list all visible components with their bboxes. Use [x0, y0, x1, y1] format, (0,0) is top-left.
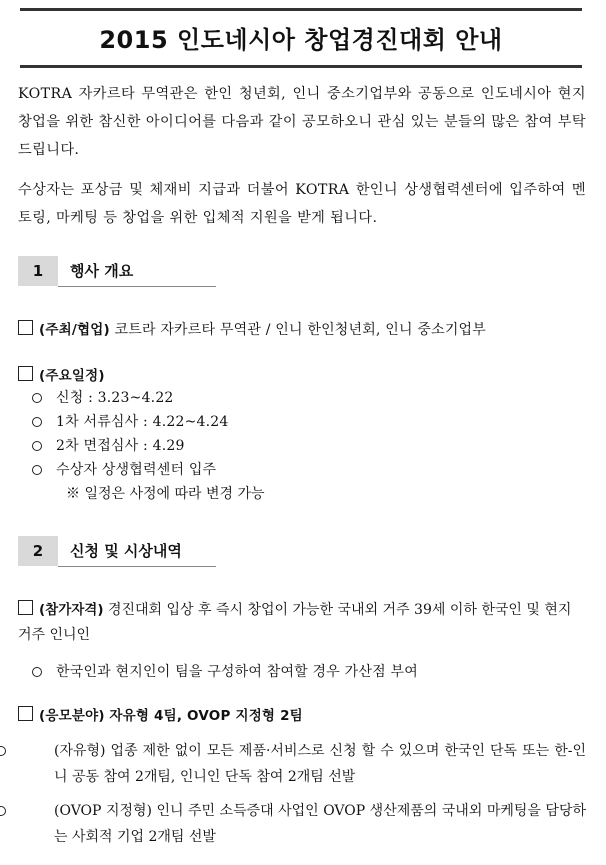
section-heading-1	[18, 256, 216, 292]
list-item: 신청 : 3.23~4.22	[18, 386, 588, 410]
circle-bullet-icon	[32, 667, 42, 677]
checkbox-square-icon	[18, 706, 33, 721]
section-title: 신청 및 시상내역	[70, 542, 182, 560]
host-label: (주최/협업)	[39, 322, 110, 338]
section-number: 1	[18, 256, 58, 286]
host-row	[18, 318, 588, 342]
list-item: 수상자 상생협력센터 입주	[18, 458, 588, 482]
host-text: 코트라 자카르타 무역관 / 인니 한인청년회, 인니 중소기업부	[114, 322, 486, 338]
eligibility-label: (참가자격)	[39, 602, 104, 618]
circle-bullet-icon	[32, 393, 42, 403]
title-block	[20, 8, 582, 68]
intro-paragraph-2: 수상자는 포상금 및 체재비 지급과 더불어 KOTRA 한인니 상생협력센터에 입주하여 멘토링, 마케팅 등 창업을 위한 입체적 지원을 받게 됩니다.	[18, 182, 586, 226]
section-title: 행사 개요	[70, 262, 134, 280]
list-item: 1차 서류심사 : 4.22~4.24	[18, 410, 588, 434]
section-number: 2	[18, 536, 58, 566]
section-underline	[58, 566, 216, 567]
checkbox-square-icon	[18, 366, 33, 381]
list-item: 2차 면접심사 : 4.29	[18, 434, 588, 458]
intro-paragraph-1: KOTRA 자카르타 무역관은 한인 청년회, 인니 중소기업부와 공동으로 인도네시아 현지 창업을 위한 참신한 아이디어를 다음과 같이 공모하오니 관심 있는 분들의 많은 참여 부탁드립니다.	[18, 86, 586, 158]
circle-bullet-icon	[32, 441, 42, 451]
page-title: 2015 인도네시아 창업경진대회 안내	[99, 26, 503, 54]
title-bottom-rule	[20, 65, 582, 68]
circle-bullet-icon	[32, 465, 42, 475]
section-heading-2	[18, 536, 216, 572]
field-text: 자유형 4팀, OVOP 지정형 2팀	[109, 708, 303, 724]
field-label: (응모분야)	[39, 708, 105, 724]
eligibility-text: 경진대회 입상 후 즉시 창업이 가능한 국내외 거주 39세 이하 한국인 및 현지 거주 인니인	[18, 602, 572, 643]
circle-bullet-icon	[0, 806, 6, 816]
list-item: (자유형) 업종 제한 없이 모든 제품·서비스로 신청 할 수 있으며 한국인 단독 또는 한-인니 공동 참여 2개팀, 인니인 단독 참여 2개팀 선발	[18, 738, 586, 790]
section-underline	[58, 286, 216, 287]
list-item: (OVOP 지정형) 인니 주민 소득증대 사업인 OVOP 생산제품의 국내외 마케팅을 담당하는 사회적 기업 2개팀 선발	[18, 798, 586, 850]
field-row	[18, 704, 588, 728]
circle-bullet-icon	[32, 417, 42, 427]
checkbox-square-icon	[18, 320, 33, 335]
schedule-row	[18, 364, 588, 388]
schedule-label: (주요일정)	[39, 368, 105, 384]
eligibility-row	[18, 598, 586, 648]
list-item: 한국인과 현지인이 팀을 구성하여 참여할 경우 가산점 부여	[18, 660, 588, 684]
schedule-note: ※ 일정은 사정에 따라 변경 가능	[66, 486, 265, 502]
circle-bullet-icon	[0, 746, 6, 756]
checkbox-square-icon	[18, 600, 33, 615]
